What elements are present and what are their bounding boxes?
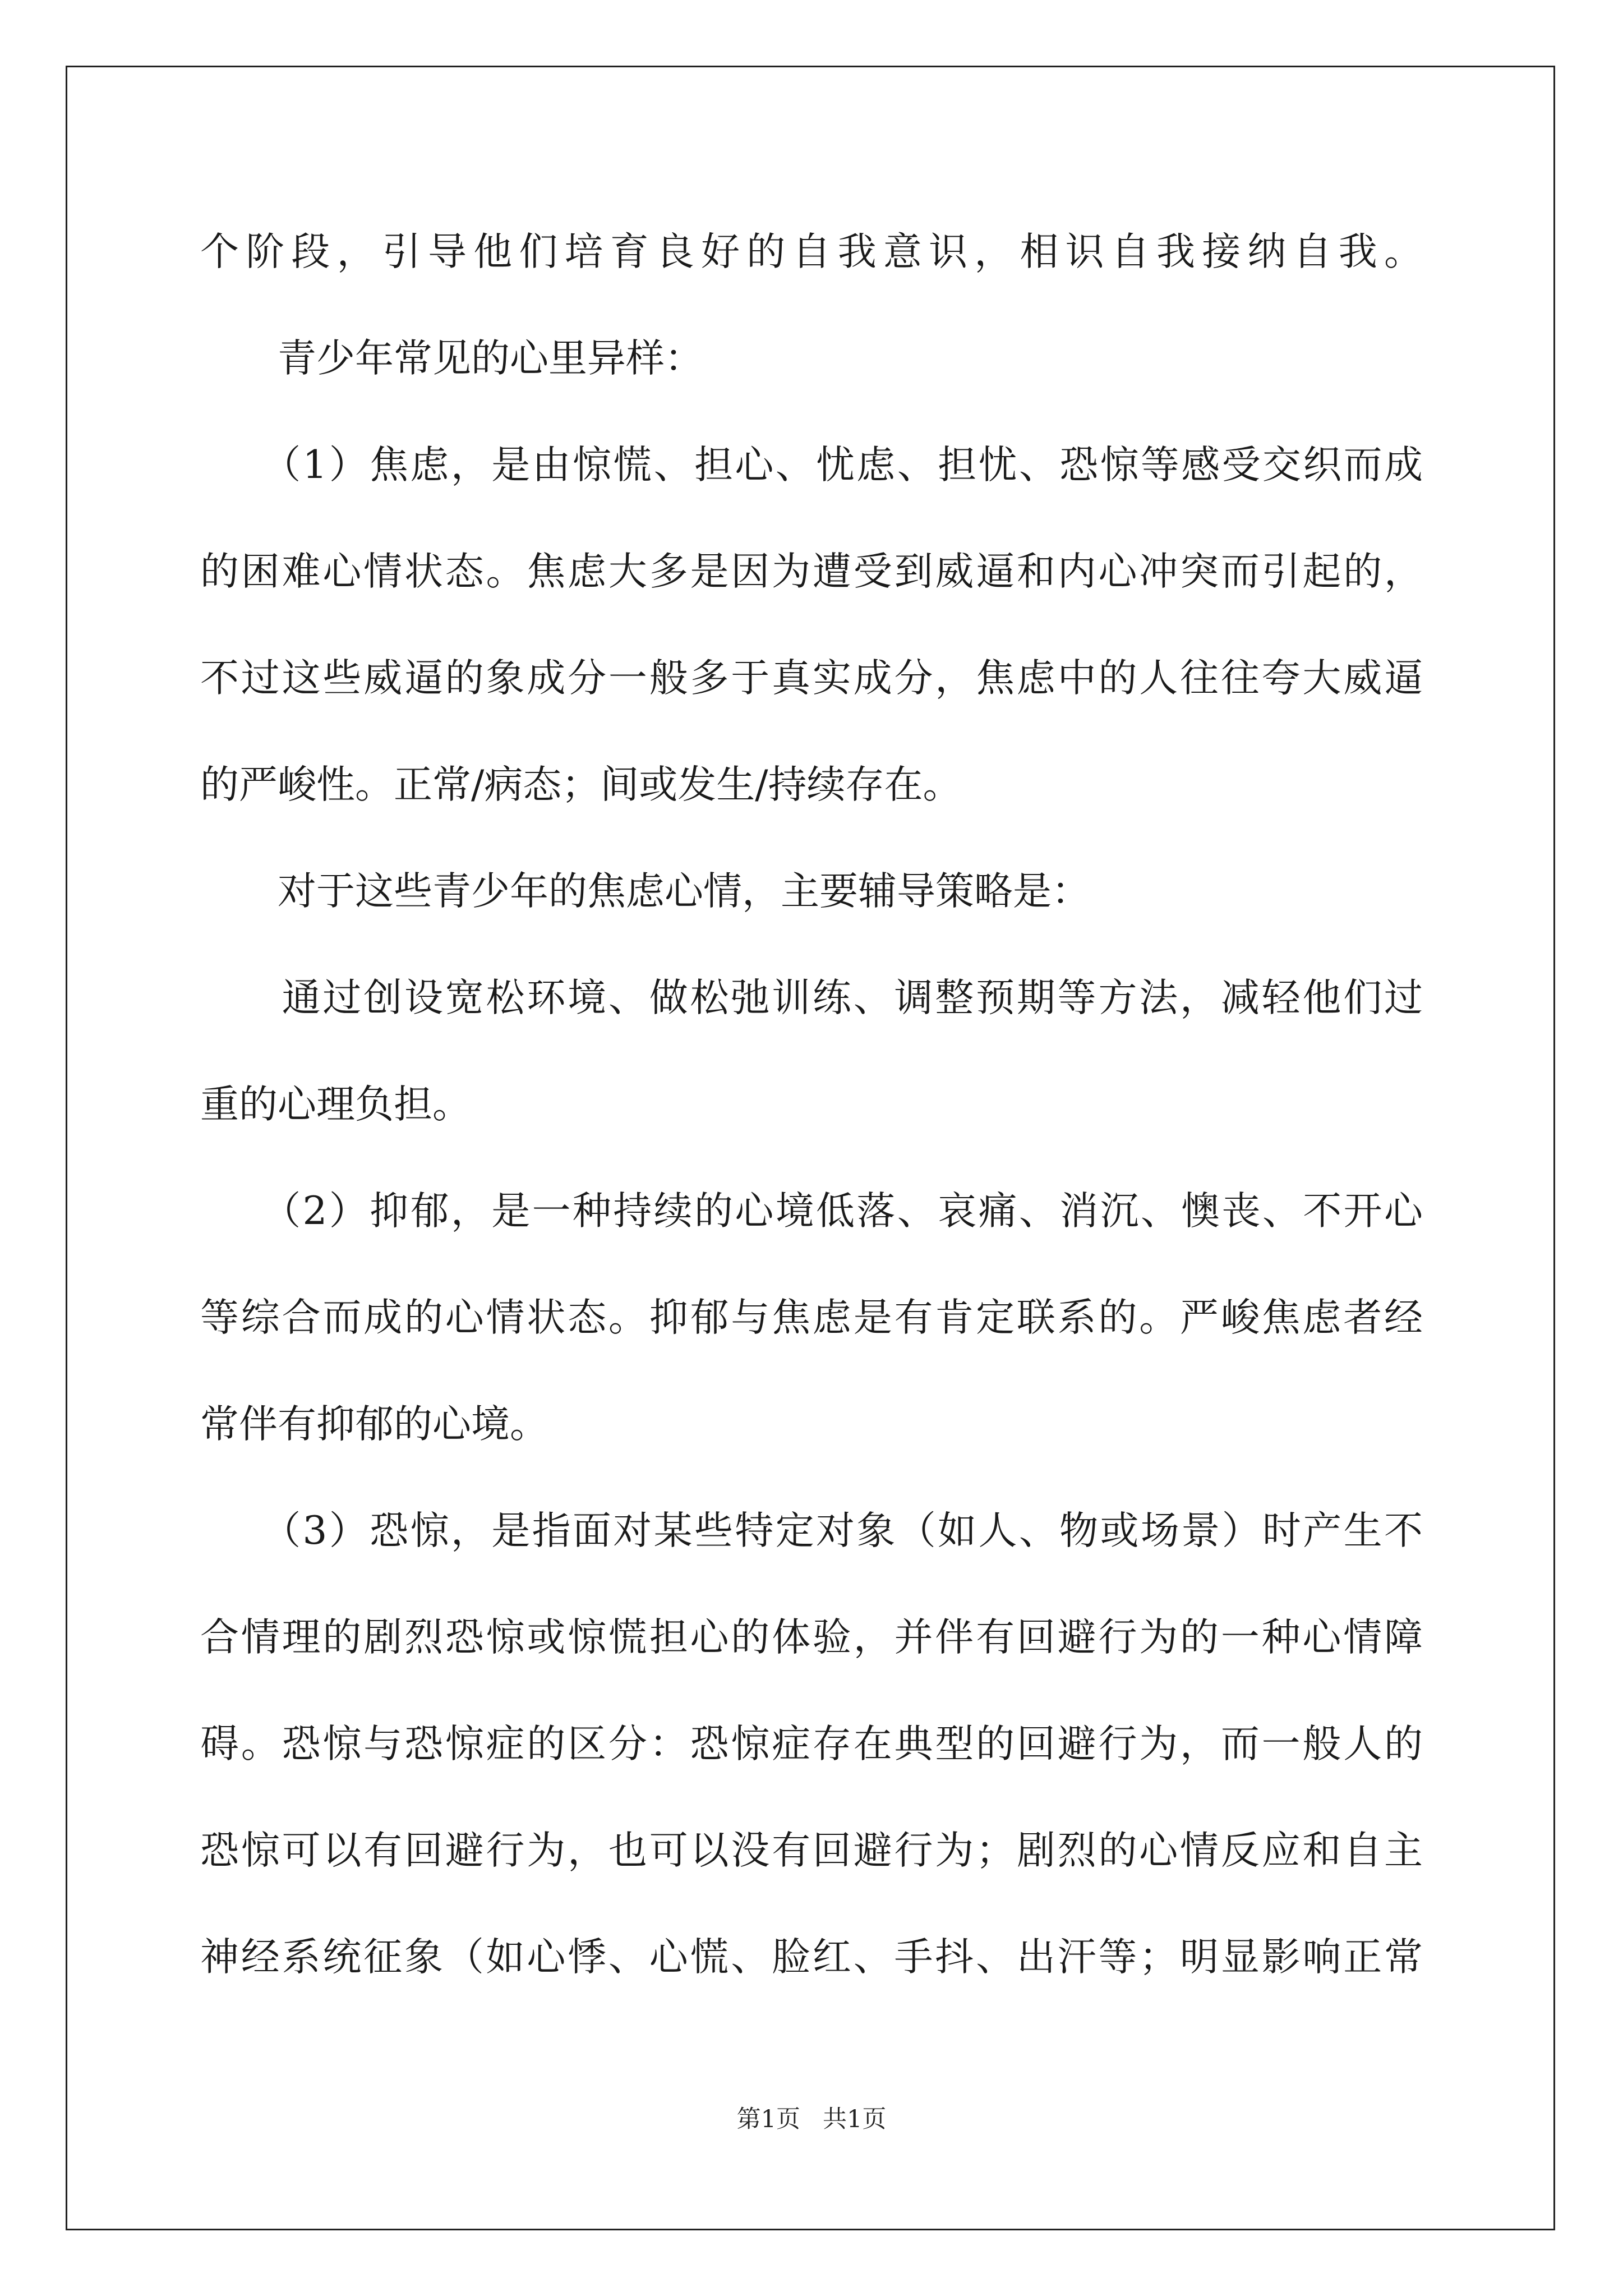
text-line-16: 恐惊可以有回避行为，也可以没有回避行为；剧烈的心情反应和自主 bbox=[200, 1828, 1423, 1873]
text-line-1: 个阶段，引导他们培育良好的自我意识，相识自我接纳自我。 bbox=[200, 229, 1423, 274]
text-line-11: 等综合而成的心情状态。抑郁与焦虑是有肯定联系的。严峻焦虑者经 bbox=[200, 1295, 1423, 1340]
text-line-4: 的困难心情状态。焦虑大多是因为遭受到威逼和内心冲突而引起的， bbox=[200, 549, 1423, 594]
text-line-6: 的严峻性。正常/病态；间或发生/持续存在。 bbox=[200, 762, 962, 807]
text-line-17: 神经系统征象（如心悸、心慌、脸红、手抖、出汗等；明显影响正常 bbox=[200, 1935, 1423, 1980]
text-line-8: 通过创设宽松环境、做松弛训练、调整预期等方法，减轻他们过 bbox=[200, 976, 1423, 1020]
page-border bbox=[66, 66, 1555, 2230]
text-line-5: 不过这些威逼的象成分一般多于真实成分，焦虑中的人往往夸大威逼 bbox=[200, 656, 1423, 701]
text-line-3: （1）焦虑，是由惊慌、担心、忧虑、担忧、恐惊等感受交织而成 bbox=[200, 443, 1423, 487]
page-number: 第1页 bbox=[736, 2105, 800, 2133]
text-line-9: 重的心理负担。 bbox=[200, 1082, 471, 1127]
text-line-15: 碍。恐惊与恐惊症的区分：恐惊症存在典型的回避行为，而一般人的 bbox=[200, 1722, 1423, 1766]
text-line-13: （3）恐惊，是指面对某些特定对象（如人、物或场景）时产生不 bbox=[200, 1508, 1423, 1553]
text-line-7: 对于这些青少年的焦虑心情，主要辅导策略是： bbox=[200, 869, 1090, 914]
text-line-10: （2）抑郁，是一种持续的心境低落、哀痛、消沉、懊丧、不开心 bbox=[200, 1189, 1423, 1234]
text-line-2: 青少年常见的心里异样： bbox=[200, 336, 703, 381]
text-line-14: 合情理的剧烈恐惊或惊慌担心的体验，并伴有回避行为的一种心情障 bbox=[200, 1615, 1423, 1660]
page-total: 共1页 bbox=[823, 2105, 887, 2133]
page-footer bbox=[0, 2102, 1623, 2136]
text-line-12: 常伴有抑郁的心境。 bbox=[200, 1402, 548, 1447]
